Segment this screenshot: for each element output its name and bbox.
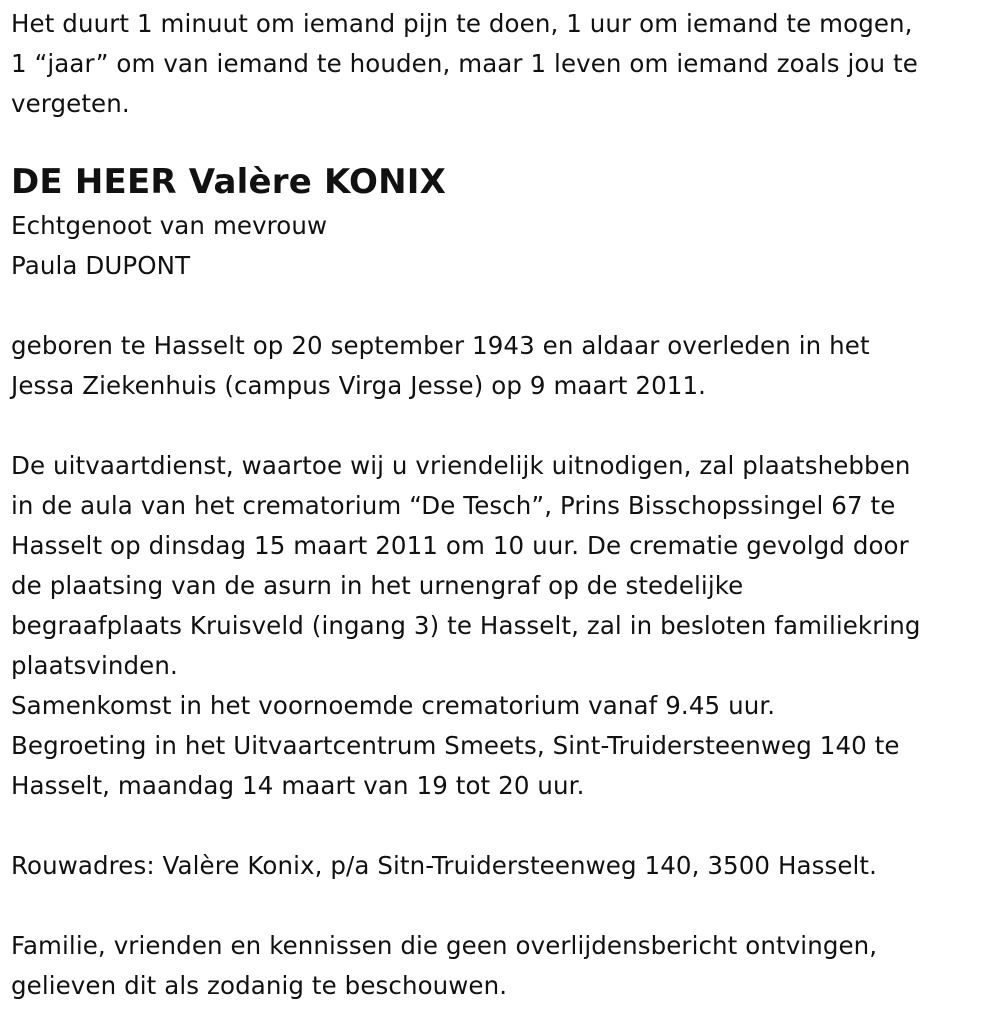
spacer	[11, 406, 991, 446]
spacer	[11, 286, 991, 326]
mourning-address: Rouwadres: Valère Konix, p/a Sitn-Truidersteenweg 140, 3500 Hasselt.	[11, 851, 878, 880]
viewing-info: Begroeting in het Uitvaartcentrum Smeets, Sint-Truidersteenweg 140 te Hasselt, maandag 14 maart van 19 tot 20 uur.	[11, 731, 900, 800]
deceased-name: DE HEER Valère KONIX	[11, 162, 447, 202]
birth-death-info: geboren te Hasselt op 20 september 1943 en aldaar overleden in het Jessa Ziekenhuis (campus Virga Jesse) op 9 maart 2011.	[11, 331, 870, 400]
spacer	[11, 124, 991, 158]
spacer	[11, 886, 991, 926]
opening-quote: Het duurt 1 minuut om iemand pijn te doen, 1 uur om iemand te mogen, 1 “jaar” om van iemand te houden, maar 1 leven om iemand zoals jou te vergeten.	[11, 9, 918, 118]
spacer	[11, 806, 991, 846]
funeral-service-info: De uitvaartdienst, waartoe wij u vriendelijk uitnodigen, zal plaatshebben in de aula van het crematorium “De Tesch”, Prins Bisschopssingel 67 te Hasselt op dinsdag 15 maart 2011 om 10 uur. De crematie gevolgd door de plaatsing van de asurn in het urnengraf op de stedelijke begraafplaats Kruisveld (ingang 3) te Hasselt, zal in besloten familiekring plaatsvinden.	[11, 451, 921, 680]
closing-note: Familie, vrienden en kennissen die geen overlijdensbericht ontvingen, gelieven dit als zodanig te beschouwen.	[11, 931, 878, 1000]
gathering-info: Samenkomst in het voornoemde crematorium vanaf 9.45 uur.	[11, 691, 776, 720]
obituary-document	[11, 4, 991, 1006]
spouse-info: Echtgenoot van mevrouw Paula DUPONT	[11, 211, 328, 280]
